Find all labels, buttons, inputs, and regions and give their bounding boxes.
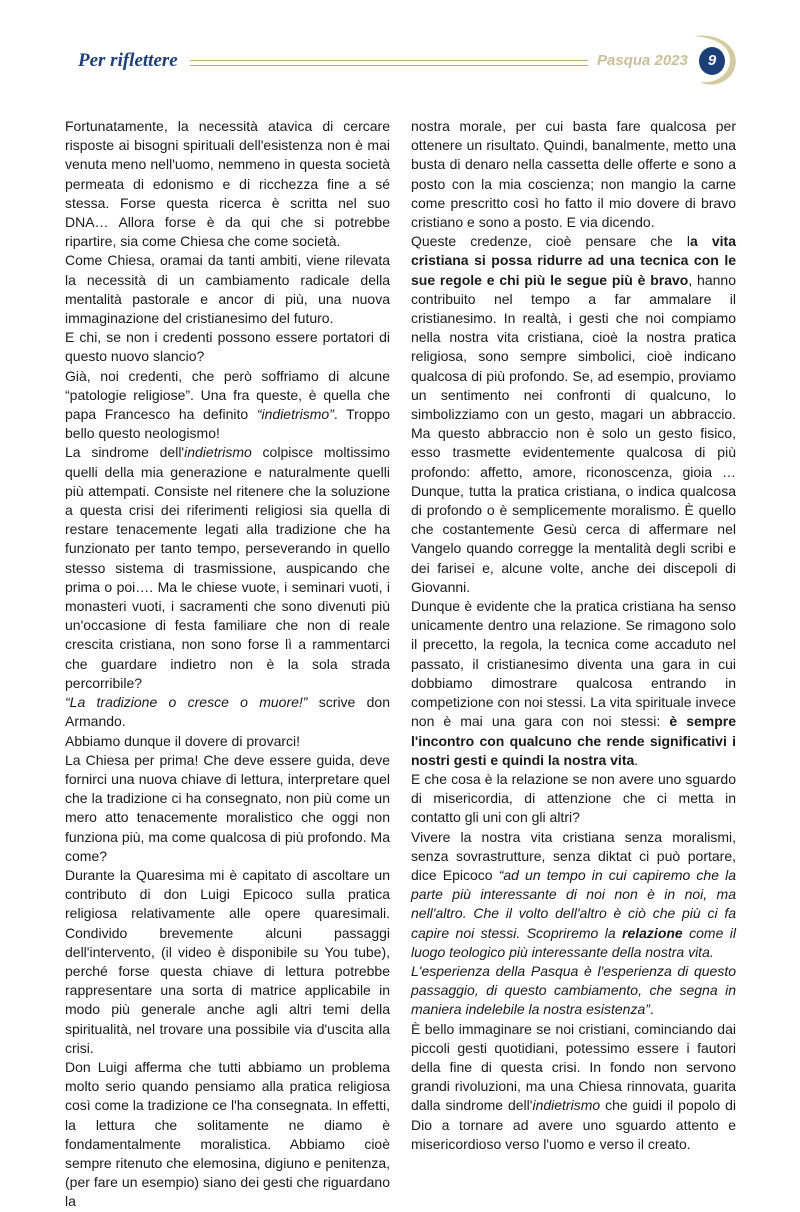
page-header bbox=[0, 0, 800, 100]
quote-paragraph: “La tradizione o cresce o muore!” scrive don Armando. bbox=[65, 694, 390, 730]
paragraph: Durante la Quaresima mi è capitato di ascoltare un contributo di don Luigi Epicoco sulla pratica religiosa relativamente alle opere quaresimali. Condivido brevemente alcuni passaggi dell'intervento, (il video è disponibile su You tube), perché forse questa chiave di lettura potrebbe rappresentare una sorta di matrice applicabile in modo più generale anche agli altri temi della spiritualità, nel trovare una possibile via d'uscita alla crisi. bbox=[65, 866, 390, 1056]
paragraph: Fortunatamente, la necessità atavica di cercare risposte ai bisogni spirituali dell'esistenza non è mai venuta meno nell'uomo, nemmeno in questa società permeata di edonismo e di ricchezza fine a sé stessa. Forse questa ricerca è scritta nel suo DNA… Allora forse è da qui che si potrebbe ripartire, sia come Chiesa che come società. bbox=[65, 118, 390, 250]
section-title: Per riflettere bbox=[78, 50, 178, 71]
paragraph: È bello immaginare se noi cristiani, cominciando dai piccoli gesti quotidiani, potessimo essere i fautori della fine di questa crisi. In fondo non servono grandi rivoluzioni, ma una Chiesa rinnovata, guarita dalla sindrome dell'indietrismo che guidi il popolo di Dio a tornare ad avere uno sguardo attento e misericordioso verso l'uomo e verso il creato. bbox=[411, 1020, 737, 1152]
paragraph: Don Luigi afferma che tutti abbiamo un problema molto serio quando pensiamo alla pratica religiosa così come la tradizione ce l'ha consegnata. In effetti, la lettura che solitamente ne diamo è fondamentalmente moralistica. Abbiamo cioè sempre ritenuto che elemosina, digiuno e penitenza, (per fare un esempio) siano dei gesti che riguardano la bbox=[65, 1058, 390, 1210]
paragraph: La sindrome dell'indietrismo colpisce moltissimo quelli della mia generazione e naturalmente quelli più attempati. Consiste nel ritenere che la soluzione a questa crisi dei riferimenti religiosi sia quella di restare tenacemente legati alla tradizione che ha funzionato per tanto tempo, perseverando in quello stesso sistema di trasmissione, auspicando che prima o poi…. Ma le chiese vuote, i seminari vuoti, i monasteri vuoti, i sacramenti che sono divenuti più un'occasione di festa familiare che non di reale crescita cristiana, non sono forse lì a rammentarci che guardare indietro non è la sola strada percorribile? bbox=[65, 444, 390, 691]
paragraph: Già, noi credenti, che però soffriamo di alcune “patologie religiose”. Una fra queste, è quella che papa Francesco ha definito “indietrismo”. Troppo bello questo neologismo! bbox=[65, 367, 390, 442]
issue-label: Pasqua 2023 bbox=[597, 52, 688, 69]
paragraph: Abbiamo dunque il dovere di provarci! bbox=[65, 732, 301, 749]
header-rule bbox=[190, 60, 588, 66]
paragraph: E chi, se non i credenti possono essere portatori di questo nuovo slancio? bbox=[65, 329, 390, 365]
paragraph: Vivere la nostra vita cristiana senza moralismi, senza sovrastrutture, senza diktat ci può portare, dice Epicoco “ad un tempo in cui capiremo che la parte più interessante di noi non è in noi, ma nell'altro. Che il volto dell'altro è ciò che più ci fa capire noi stessi. Scopriremo la relazione come il luogo teologico più interessante della nostra vita. bbox=[411, 828, 736, 960]
paragraph: Come Chiesa, oramai da tanti ambiti, viene rilevata la necessità di un cambiamento radicale della mentalità pastorale e ancor di più, una nuova immaginazione del cristianesimo del futuro. bbox=[65, 252, 390, 327]
paragraph: Queste credenze, cioè pensare che la vita cristiana si possa ridurre ad una tecnica con le sue regole e chi più le segue più è bravo, hanno contribuito nel tempo a far ammalare il cristianesimo. In realtà, i gesti che noi compiamo nella nostra vita cristiana, cioè la nostra pratica religiosa, sono sempre simbolici, cioè indicano qualcosa di più profondo. Se, ad esempio, proviamo un sentimento nei confronti di qualcuno, lo simbolizziamo con un gesto, magari un abbraccio. Ma questo abbraccio non è solo un gesto fisico, esso trasmette evidentemente qualcosa di più profondo: affetto, amore, riconoscenza, gioia … Dunque, tutta la pratica cristiana, o indica qualcosa di profondo o è semplicemente moralismo. È quello che costantemente Gesù cerca di affermare nel Vangelo quando corregge la mentalità degli scribi e dei farisei e, alcune volte, anche dei discepoli di Giovanni. bbox=[411, 233, 736, 595]
paragraph: nostra morale, per cui basta fare qualcosa per ottenere un risultato. Quindi, banalmente, metto una busta di denaro nella cassetta delle offerte e sono a posto con la mia coscienza; non mangio la carne come prescritto così ho fatto il mio dovere di bravo cristiano e sono a posto. E via dicendo. bbox=[411, 118, 736, 231]
right-column bbox=[411, 117, 736, 1154]
quote-paragraph: L'esperienza della Pasqua è l'esperienza di questo passaggio, di questo cambiamento, che segna in maniera indelebile la nostra esistenza”. bbox=[411, 962, 736, 1018]
paragraph: Dunque è evidente che la pratica cristiana ha senso unicamente dentro una relazione. Se rimagono solo il precetto, la regola, la tecnica come accaduto nel passato, il cristianesimo diventa una gara in cui dobbiamo dimostrare qualcosa entrando in competizione con noi stessi. La vita spirituale invece non è mai una gara con noi stessi: è sempre l'incontro con qualcuno che rende significativi i nostri gesti e quindi la nostra vita. bbox=[411, 598, 736, 768]
paragraph: E che cosa è la relazione se non avere uno sguardo di misericordia, di attenzione che ci metta in contatto gli uni con gli altri? bbox=[411, 770, 736, 826]
paragraph: La Chiesa per prima! Che deve essere guida, deve fornirci una nuova chiave di lettura, interpretare quel che la tradizione ci ha consegnato, non più come un mero atto tenacemente moralistico che oggi non funziona più, ma come qualcosa di più profondo. Ma come? bbox=[65, 751, 390, 864]
page-number: 9 bbox=[699, 47, 725, 75]
left-column bbox=[65, 117, 390, 1212]
